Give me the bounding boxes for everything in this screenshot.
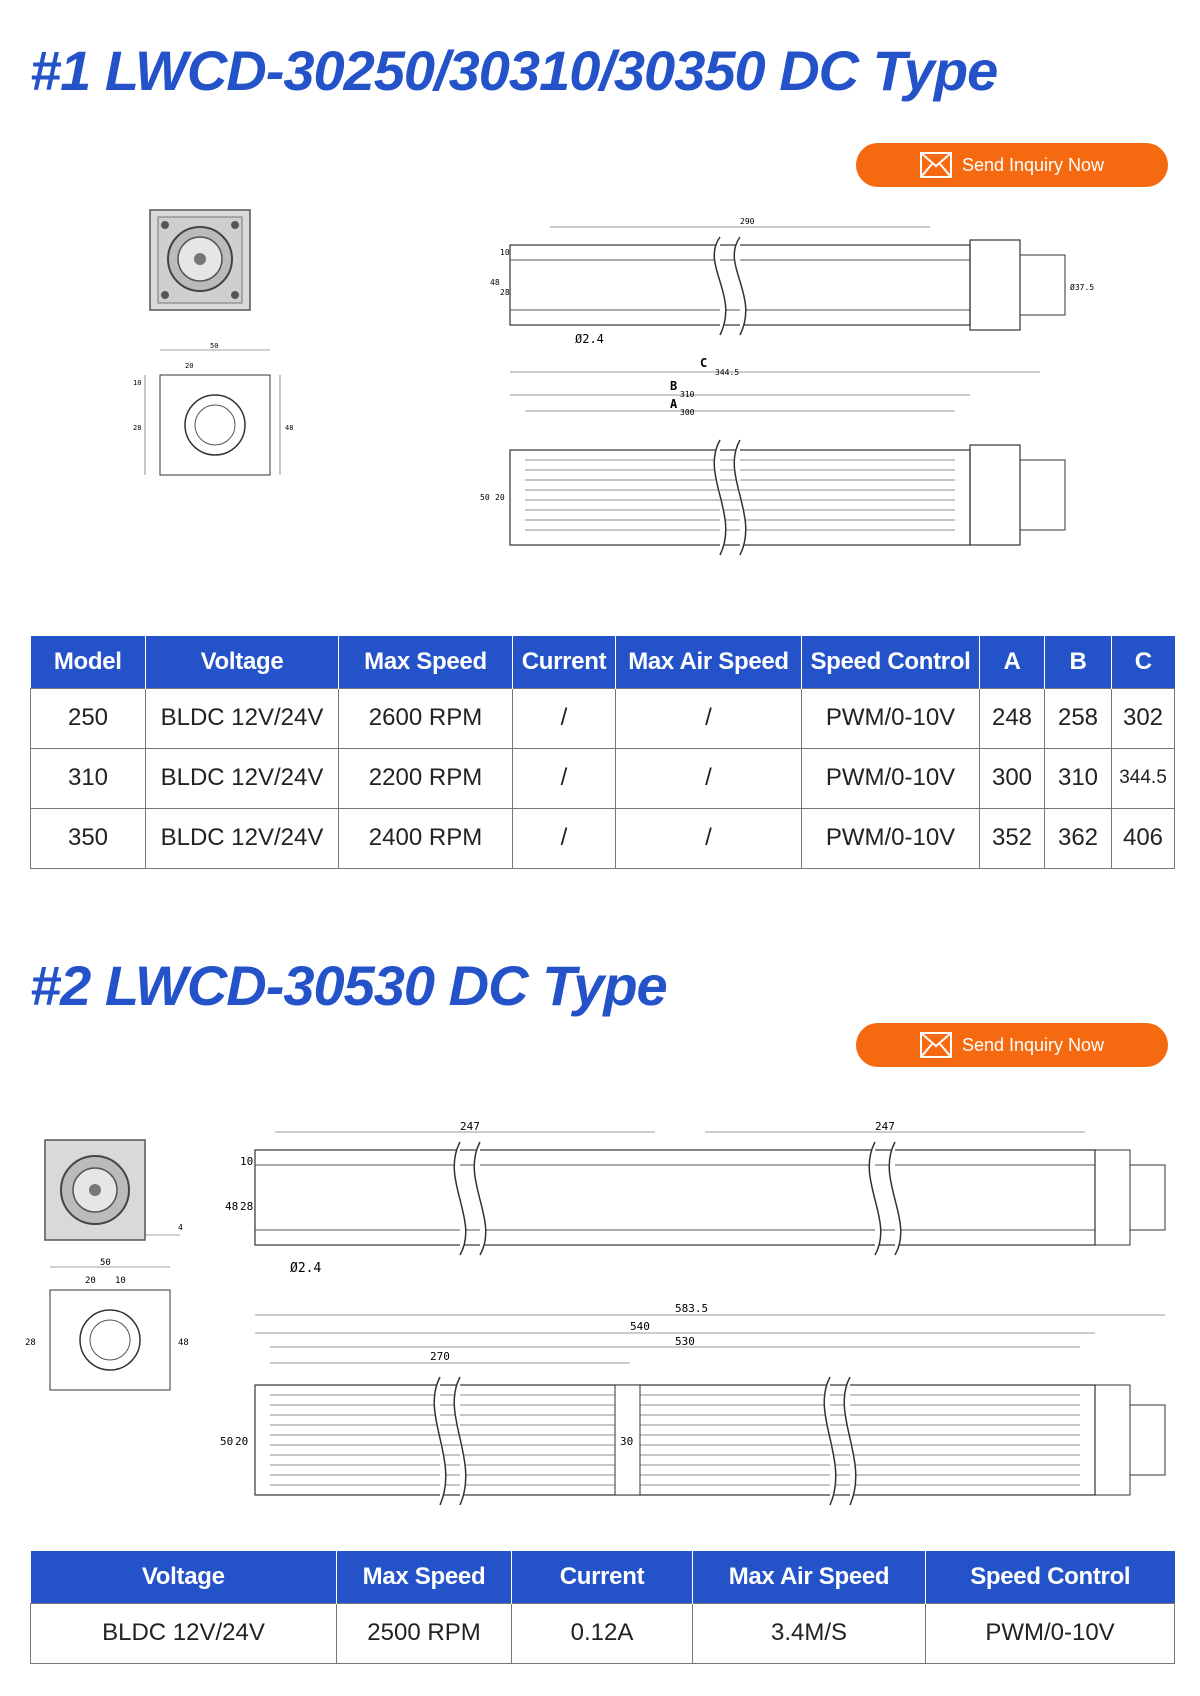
mail-icon	[920, 152, 952, 178]
table-row	[31, 748, 1175, 808]
col-header: B	[1045, 636, 1112, 688]
dim-label: 28	[240, 1200, 254, 1213]
dim-label: 290	[740, 217, 755, 226]
col-header: Voltage	[146, 636, 339, 688]
dim-label: 50	[210, 342, 219, 350]
cell: 406	[1112, 808, 1175, 868]
dim-label: 20	[495, 493, 505, 502]
col-header: Max Air Speed	[693, 1551, 926, 1603]
table-header-row	[31, 636, 1175, 688]
fan-end-photo-2	[40, 1135, 190, 1250]
cell: BLDC 12V/24V	[146, 808, 339, 868]
cell: 350	[31, 808, 146, 868]
cell: 2500 RPM	[337, 1603, 512, 1663]
dim-label: 583.5	[675, 1302, 709, 1315]
col-header: C	[1112, 636, 1175, 688]
col-header: Current	[513, 636, 616, 688]
table-row	[31, 808, 1175, 868]
section-2-title: #2 LWCD-30530 DC Type	[30, 954, 667, 1017]
cell: PWM/0-10V	[926, 1603, 1175, 1663]
dim-label: 28	[25, 1338, 36, 1348]
dim-label: 20	[85, 1276, 96, 1286]
cell: /	[616, 688, 802, 748]
bottom-view-drawing-2	[215, 1295, 1175, 1515]
cell: 2200 RPM	[339, 748, 513, 808]
dim-label: 50	[220, 1435, 234, 1448]
col-header: A	[980, 636, 1045, 688]
cell: 310	[1045, 748, 1112, 808]
cell: 344.5	[1112, 748, 1175, 808]
cell: PWM/0-10V	[802, 808, 980, 868]
dim-label: Ø2.4	[290, 1261, 322, 1276]
cell: 300	[980, 748, 1045, 808]
dim-label: 10	[500, 248, 510, 257]
table-row	[31, 1603, 1175, 1663]
cell: 352	[980, 808, 1045, 868]
send-inquiry-label: Send Inquiry Now	[961, 1034, 1105, 1055]
dim-label: 48	[225, 1200, 239, 1213]
col-header: Model	[31, 636, 146, 688]
front-view-drawing-1	[125, 340, 305, 490]
cell: /	[616, 748, 802, 808]
cell: 2600 RPM	[339, 688, 513, 748]
send-inquiry-label: Send Inquiry Now	[961, 154, 1105, 175]
cell: BLDC 12V/24V	[146, 688, 339, 748]
cell: 0.12A	[512, 1603, 693, 1663]
cell: 2400 RPM	[339, 808, 513, 868]
dim-label: C	[700, 356, 708, 370]
spec-table-1	[30, 636, 1175, 869]
dim-label: 270	[430, 1350, 450, 1363]
cell: 362	[1045, 808, 1112, 868]
dim-label: A	[670, 397, 678, 411]
cell: /	[513, 688, 616, 748]
col-header: Voltage	[31, 1551, 337, 1603]
spec-table-2	[30, 1551, 1175, 1664]
bottom-view-drawing-1	[470, 355, 1090, 605]
table-row	[31, 688, 1175, 748]
dim-label: 28	[500, 288, 510, 297]
col-header: Speed Control	[802, 636, 980, 688]
dim-label: 300	[680, 408, 695, 417]
dim-label: B	[670, 379, 678, 393]
cell: /	[513, 808, 616, 868]
section-1-title: #1 LWCD-30250/30310/30350 DC Type	[30, 39, 998, 102]
dim-label: 50	[100, 1258, 111, 1268]
cell: /	[616, 808, 802, 868]
dim-label: 247	[875, 1120, 895, 1133]
mail-icon	[920, 1032, 952, 1058]
cell: 3.4M/S	[693, 1603, 926, 1663]
dim-label: 10	[115, 1276, 126, 1286]
dim-label: 247	[460, 1120, 480, 1133]
dim-label: 540	[630, 1320, 650, 1333]
send-inquiry-button[interactable]	[856, 1023, 1168, 1067]
col-header: Max Air Speed	[616, 636, 802, 688]
dim-label: 10	[133, 379, 142, 387]
cell: PWM/0-10V	[802, 688, 980, 748]
dim-label: 20	[235, 1435, 249, 1448]
cell: BLDC 12V/24V	[31, 1603, 337, 1663]
dim-label: 344.5	[715, 368, 740, 377]
fan-end-photo	[140, 205, 260, 315]
dim-label: 50	[480, 493, 490, 502]
col-header: Speed Control	[926, 1551, 1175, 1603]
cell: 258	[1045, 688, 1112, 748]
dim-label: 10	[240, 1155, 254, 1168]
cell: /	[513, 748, 616, 808]
front-view-drawing-2	[20, 1255, 200, 1405]
dim-label: 48	[490, 278, 500, 287]
dim-label: 28	[133, 424, 142, 432]
col-header: Max Speed	[339, 636, 513, 688]
top-view-drawing-1	[470, 215, 1095, 346]
cell: PWM/0-10V	[802, 748, 980, 808]
dim-label: 20	[185, 362, 194, 370]
dim-label: Ø2.4	[575, 332, 604, 346]
dim-label: 48	[285, 424, 294, 432]
col-header: Max Speed	[337, 1551, 512, 1603]
send-inquiry-button[interactable]	[856, 143, 1168, 187]
dim-label: 30	[620, 1435, 634, 1448]
top-view-drawing-2	[215, 1120, 1175, 1280]
dim-label: 4	[178, 1223, 183, 1232]
col-header: Current	[512, 1551, 693, 1603]
dim-label: Ø37.5	[1070, 283, 1095, 292]
dim-label: 530	[675, 1335, 695, 1348]
dim-label: 310	[680, 390, 695, 399]
cell: 302	[1112, 688, 1175, 748]
cell: 310	[31, 748, 146, 808]
table-header-row	[31, 1551, 1175, 1603]
dim-label: 48	[178, 1338, 189, 1348]
cell: 248	[980, 688, 1045, 748]
cell: 250	[31, 688, 146, 748]
cell: BLDC 12V/24V	[146, 748, 339, 808]
